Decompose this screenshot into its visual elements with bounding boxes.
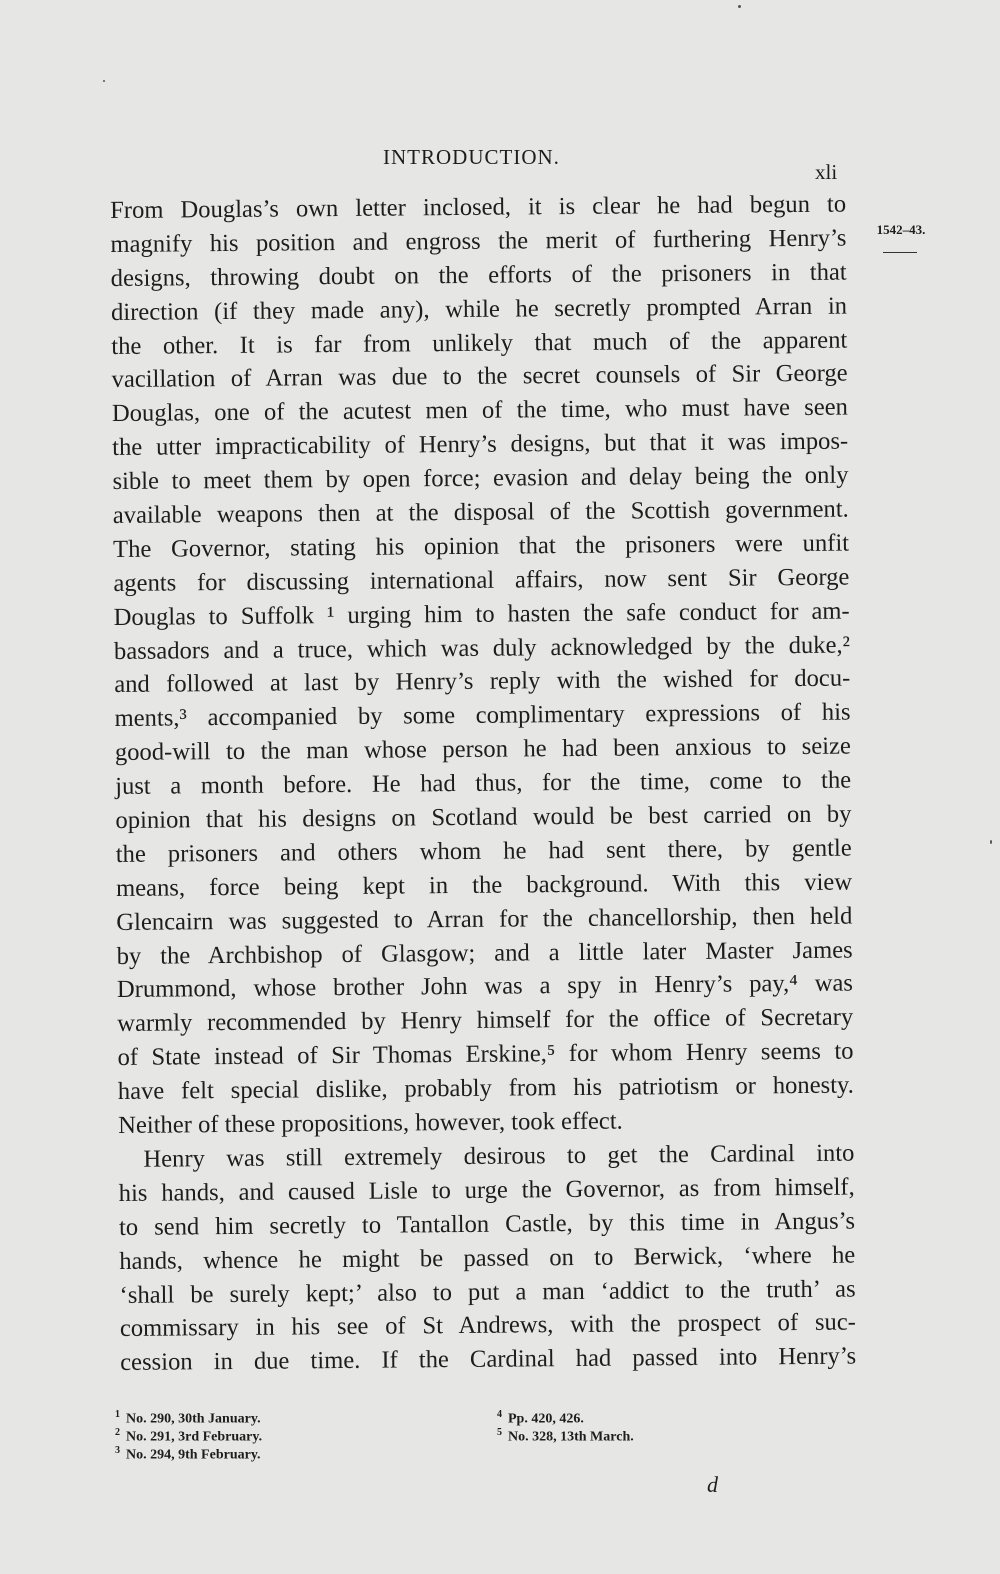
text-line: Henry was still extremely desirous to get the Cardinal into <box>143 1139 855 1173</box>
running-head: INTRODUCTION. <box>383 145 560 169</box>
text-line: and followed at last by Henry’s reply with the wished for docu- <box>114 665 851 699</box>
text-line: to send him secretly to Tantallon Castle, by this time in Angus’s <box>118 1207 856 1241</box>
text-line: Neither of these propositions, however, took effect. <box>118 1107 623 1140</box>
footnotes <box>115 1406 715 1476</box>
text-line: Douglas, one of the acutest men of the time, who must have seen <box>111 393 849 428</box>
paper-speck <box>990 840 992 844</box>
text-line: available weapons then at the disposal of the Scottish government. <box>112 495 849 530</box>
text-line: sible to meet them by open force; evasion and delay being the only <box>112 461 849 496</box>
footnote-mark: 4 <box>497 1409 502 1420</box>
text-line: vacillation of Arran was due to the secret counsels of Sir George <box>111 360 848 394</box>
footnote-text: No. 328, 13th March. <box>508 1429 634 1445</box>
margin-date: 1542–43. <box>876 222 926 237</box>
footnote-text: Pp. 420, 426. <box>508 1411 584 1427</box>
text-line: ments,³ accompanied by some complimentary expressions of his <box>114 698 851 733</box>
footnote-mark: 5 <box>497 1427 502 1438</box>
footnote <box>115 1424 263 1445</box>
footnote <box>115 1406 262 1427</box>
text-line: ‘shall be surely kept;’ also to put a man ‘addict to the truth’ as <box>119 1275 856 1309</box>
text-line: direction (if they made any), while he secretly prompted Arran in <box>110 292 848 326</box>
text-line: warmly recommended by Henry himself for the office of Secretary <box>117 1003 854 1038</box>
footnote-text: No. 291, 3rd February. <box>126 1429 263 1445</box>
body-text <box>110 188 856 1381</box>
footnote-text: No. 290, 30th January. <box>126 1411 261 1427</box>
footnotes-left-column <box>115 1406 263 1463</box>
margin-rule <box>883 252 917 253</box>
text-line: agents for discussing international affairs, now sent Sir George <box>113 563 850 597</box>
text-line: The Governor, stating his opinion that the prisoners were unfit <box>112 529 850 563</box>
text-line: his hands, and caused Lisle to urge the Governor, as from himself, <box>118 1173 855 1207</box>
signature-mark: d <box>707 1472 718 1497</box>
footnote-mark: 2 <box>115 1427 120 1438</box>
page-number: xli <box>815 160 838 184</box>
text-line: Drummond, whose brother John was a spy in Henry’s pay,⁴ was <box>116 970 854 1004</box>
paper-speck <box>738 5 741 8</box>
text-line: cession in due time. If the Cardinal had passed into Henry’s <box>120 1342 857 1377</box>
text-line: the prisoners and others whom he had sent there, by gentle <box>115 834 852 868</box>
footnote-text: No. 294, 9th February. <box>126 1447 261 1463</box>
text-line: the other. It is far from unlikely that much of the apparent <box>111 326 848 360</box>
text-line: good-will to the man whose person he had been anxious to seize <box>114 732 851 767</box>
footnote <box>497 1406 634 1427</box>
text-line: bassadors and a truce, which was duly acknowledged by the duke,² <box>113 631 851 665</box>
footnote <box>115 1442 262 1463</box>
text-line: the utter impracticability of Henry’s designs, but that it was impos- <box>112 427 849 462</box>
text-line: From Douglas’s own letter inclosed, it is clear he had begun to <box>110 190 847 224</box>
paper-speck <box>103 80 105 82</box>
text-line: designs, throwing doubt on the efforts of the prisoners in that <box>110 258 847 292</box>
footnote-mark: 1 <box>115 1409 120 1420</box>
text-line: Douglas to Suffolk ¹ urging him to hasten the safe conduct for am- <box>113 597 850 631</box>
text-line: means, force being kept in the background. With this view <box>115 868 853 902</box>
text-line: magnify his position and engross the merit of furthering Henry’s <box>110 224 847 258</box>
text-line: just a month before. He had thus, for the time, come to the <box>115 766 852 801</box>
text-line: Glencairn was suggested to Arran for the chancellorship, then held <box>116 902 853 936</box>
text-line: commissary in his see of St Andrews, with the prospect of suc- <box>119 1308 856 1343</box>
footnotes-right-column <box>497 1406 634 1445</box>
text-line: have felt special dislike, probably from his patriotism or honesty. <box>117 1071 854 1106</box>
text-line: of State instead of Sir Thomas Erskine,⁵ for whom Henry seems to <box>117 1037 854 1072</box>
footnote-mark: 3 <box>115 1445 120 1456</box>
text-line: by the Archbishop of Glasgow; and a little later Master James <box>116 936 853 970</box>
text-line: opinion that his designs on Scotland would be best carried on by <box>115 800 852 835</box>
text-line: hands, whence he might be passed on to Berwick, ‘where he <box>119 1241 856 1275</box>
footnote <box>497 1424 634 1445</box>
